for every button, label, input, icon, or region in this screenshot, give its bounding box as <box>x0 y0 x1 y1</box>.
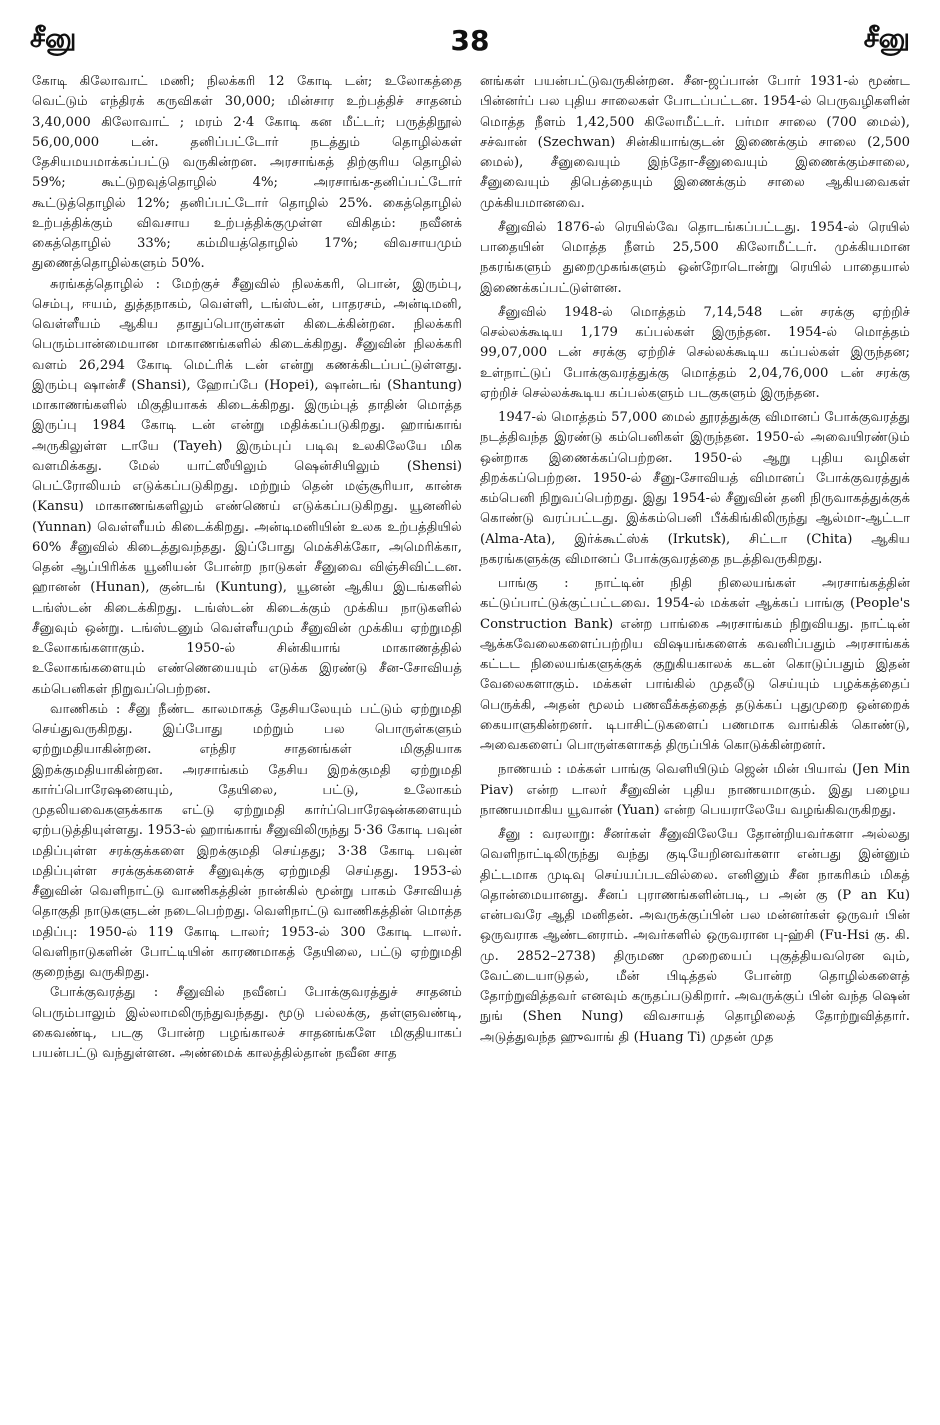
paragraph-mining: சுரங்கத்தொழில் : மேற்குச் சீனுவில் நிலக்கரி, பொன், இரும்பு, செம்பு, ஈயம், துத்தநாகம், வெள்ளி, டங்ஸ்டன், பாதரசம், அன்டிமனி, வெள்ளீயம் ஆகிய தாதுப்பொருள்கள் கிடைக்கின்றன. நிலக்கரி பெரும்பான்மையான மாகாணங்களில் கிடைக்கிறது. சீனுவின் நிலக்கரி வளம் 26,294 கோடி மெட்ரிக் டன் என்று கணக்கிடப்பட்டுள்ளது. இரும்பு ஷான்சீ (Shansi), ஹோப்பே (Hopei), ஷான்டங் (Shantung) மாகாணங்களில் மிகுதியாகக் கிடைக்கிறது. இரும்புத் தாதின் மொத்த இருப்பு 1984 கோடி டன் என்று மதிக்கப்படுகிறது. ஹாங்காங் அருகிலுள்ள டாயே (Tayeh) இரும்புப் படிவு உலகிலேயே மிக வளமிக்கது. மேல் யாட்ஸீயிலும் ஷென்சியிலும் (Shensi) பெட்ரோலியம் எடுக்கப்படுகிறது. மற்றும் தென் மஞ்சூரியா, கான்சு (Kansu) மாகாணங்களிலும் எண்ணெய் எடுக்கப்படுகிறது. யூனனில் (Yunnan) வெள்ளீயம் கிடைக்கிறது. அன்டிமனியின் உலக உற்பத்தியில் 60% சீனுவில் கிடைத்துவந்தது. இப்போது மெக்சிக்கோ, அமெரிக்கா, தென் ஆப்பிரிக்க யூனியன் போன்ற நாடுகள் சீனுவை விஞ்சிவிட்டன. ஹானன் (Hunan), குன்டங் (Kuntung), யூனன் ஆகிய இடங்களில் டங்ஸ்டன் கிடைக்கிறது. டங்ஸ்டன் கிடைக்கும் முக்கிய நாடுகளில் சீனுவும் ஒன்று. டங்ஸ்டனும் வெள்ளீயமும் சீனுவின் முக்கிய ஏற்றுமதி உலோகங்களாகும். 1950-ல் சின்கியாங் மாகாணத்தில் உலோகங்களையும் எண்ணெயையும் எடுக்க இரண்டு சீன-சோவியத் கம்பெனிகள் நிறுவப்பெற்றன. <box>32 276 462 697</box>
left-column <box>32 72 462 1414</box>
paragraph-aviation: 1947-ல் மொத்தம் 57,000 மைல் தூரத்துக்கு விமானப் போக்குவரத்து நடத்திவந்த இரண்டு கம்பெனிகள் இருந்தன. 1950-ல் அவையிரண்டும் ஒன்றாக இணைக்கப்பெற்றன. 1950-ல் ஆறு புதிய வழிகள் திறக்கப்பெற்றன. 1950-ல் சீனு-சோவியத் விமானப் போக்குவரத்துக் கம்பெனி நிறுவப்பெற்றது. இது 1954-ல் சீனுவின் தனி நிருவாகத்துக்குக் கொண்டு வரப்பட்டது. இக்கம்பெனி பீக்கிங்கிலிருந்து ஆல்மா-ஆட்டா (Alma-Ata), இர்க்கூட்ஸ்க் (Irkutsk), சிட்டா (Chita) ஆகிய நகரங்களுக்கு விமானப் போக்குவரத்தை நடத்திவருகிறது. <box>480 410 910 567</box>
paragraph-banking: பாங்கு : நாட்டின் நிதி நிலையங்கள் அரசாங்கத்தின் கட்டுப்பாட்டுக்குட்பட்டவை. 1954-ல் மக்கள் ஆக்கப் பாங்கு (People's Construction Bank) என்ற பாங்கை அரசாங்கம் நிறுவியது. நாட்டின் ஆக்கவேலைகளைப்பற்றிய விஷயங்களைக் கவனிப்பதும் அரசாங்கக் கட்டட நிலையங்களுக்குக் குறுகியகாலக் கடன் கொடுப்பதும் இதன் வேலைகளாகும். மக்கள் பாங்கில் முதலீடு செய்யும் பழக்கத்தைப் பெருக்கி, அதன் மூலம் பணவீக்கத்தைத் தடுக்கப் புதுமுறை ஒன்றைக் கையாளுகின்றனர். டிபாசிட்டுகளைப் பணமாக வாங்கிக் கொண்டு, அவைகளைப் பொருள்களாகத் திருப்பிக் கொடுக்கின்றனர். <box>480 576 910 753</box>
paragraph-roads: னங்கள் பயன்பட்டுவருகின்றன. சீன-ஜப்பான் போர் 1931-ல் மூண்ட பின்னர்ப் பல புதிய சாலைகள் போடப்பட்டன. 1954-ல் பெருவழிகளின் மொத்த நீளம் 1,42,500 கிலோமீட்டர். பர்மா சாலை (700 மைல்), சச்வான் (Szechwan) சின்கியாங்குடன் இணைக்கும் சாலை (2,500 மைல்), சீனுவையும் இந்தோ-சீனுவையும் இணைக்கும்சாலை, சீனுவையும் திபெத்தையும் இணைக்கும் சாலை ஆகியவைகள் முக்கியமானவை. <box>480 74 910 211</box>
running-head-left: சீனு <box>30 23 77 54</box>
paragraph-industry-stats: கோடி கிலோவாட் மணி; நிலக்கரி 12 கோடி டன்; உலோகத்தை வெட்டும் எந்திரக் கருவிகள் 30,000; மின்சார உற்பத்திச் சாதனம் 3,40,000 கிலோவாட் ; மரம் 2·4 கோடி கன மீட்டர்; பருத்திநூல் 56,00,000 டன். தனிப்பட்டோர் நடத்தும் தொழில்கள் தேசியமயமாக்கப்பட்டு வருகின்றன. அரசாங்கத் திற்குரிய தொழில் 59%; கூட்டுறவுத்தொழில் 4%; அரசாங்க-தனிப்பட்டோர் கூட்டுத்தொழில் 12%; தனிப்பட்டோர் தொழில் 25%. கைத்தொழில் உற்பத்திக்கும் விவசாய உற்பத்திக்குமுள்ள விகிதம்: நவீனக் கைத்தொழில் 33%; கம்மியத்தொழில் 17%; விவசாயமும் துணைத்தொழில்களும் 50%. <box>32 74 462 272</box>
right-column <box>480 72 910 1414</box>
paragraph-trade: வாணிகம் : சீனு நீண்ட காலமாகத் தேசியலேயும் பட்டும் ஏற்றுமதி செய்துவருகிறது. இப்போது மற்றும் பல பொருள்களும் ஏற்றுமதியாகின்றன. எந்திர சாதனங்கள் மிகுதியாக இறக்குமதியாகின்றன. அரசாங்கம் தேசிய இறக்குமதி ஏற்றுமதி கார்ப்பொரேஷனையும், தேயிலை, பட்டு, உலோகம் முதலியவைகளுக்காக எட்டு ஏற்றுமதி கார்ப்பொரேஷன்களையும் ஏற்படுத்தியுள்ளது. 1953-ல் ஹாங்காங் சீனுவிலிருந்து 5·36 கோடி பவுன் மதிப்புள்ள சரக்குக்களை இறக்குமதி செய்தது; 3·38 கோடி பவுன் மதிப்புள்ள சரக்குக்களைச் சீனுவுக்கு ஏற்றுமதி செய்தது. 1953-ல் சீனுவின் வெளிநாட்டு வாணிகத்தின் நான்கில் மூன்று பாகம் சோவியத் தொகுதி நாடுகளுடன் நடைபெற்றது. வெளிநாட்டு வாணிகத்தின் மொத்த மதிப்பு: 1950-ல் 119 கோடி டாலர்; 1953-ல் 300 கோடி டாலர். வெளிநாடுகளின் போட்டியின் காரணமாகத் தேயிலை, பட்டு ஏற்றுமதி குறைந்து வருகிறது. <box>32 701 462 980</box>
page-number: 38 <box>450 24 490 57</box>
paragraph-history: சீனு : வரலாறு: சீனர்கள் சீனுவிலேயே தோன்றியவர்களா அல்லது வெளிநாட்டிலிருந்து வந்து குடியேறினவர்களா என்பது இன்னும் திட்டமாக முடிவு செய்யப்படவில்லை. எனினும் சீன நாகரிகம் மிகத் தொன்மையானது. சீனப் புராணங்களின்படி, ப அன் கு (P an Ku) என்பவரே ஆதி மனிதன். அவருக்குப்பின் பல மன்னர்கள் ஒருவர் பின் ஒருவராக ஆண்டனராம். அவர்களில் ஒருவரான பு-ஹ்சி (Fu-Hsi கு. கி. மு. 2852–2738) திருமண முறையைப் புகுத்தியவரென வும், வேட்டையாடுதல், மீன் பிடித்தல் போன்ற தொழில்களைத் தோற்றுவித்தவர் எனவும் கருதப்படுகிறார். அவருக்குப் பின் வந்த ஷென் நுங் (Shen Nung) விவசாயத் தொழிலைத் தோற்றுவித்தார். அடுத்துவந்த ஹுவாங் தி (Huang Ti) முதன் முத <box>480 827 910 1045</box>
running-head-right: சீனு <box>863 23 910 54</box>
paragraph-transport: போக்குவரத்து : சீனுவில் நவீனப் போக்குவரத்துச் சாதனம் பெரும்பாலும் இல்லாமலிருந்துவந்தது. மூடு பல்லக்கு, தள்ளுவண்டி, கைவண்டி, படகு போன்ற பழங்காலச் சாதனங்களே மிகுதியாகப் பயன்பட்டு வந்துள்ளன. அண்மைக் காலத்தில்தான் நவீன சாத <box>32 985 462 1061</box>
paragraph-shipping: சீனுவில் 1948-ல் மொத்தம் 7,14,548 டன் சரக்கு ஏற்றிச் செல்லக்கூடிய 1,179 கப்பல்கள் இருந்தன. 1954-ல் மொத்தம் 99,07,000 டன் சரக்கு ஏற்றிச் செல்லக்கூடிய கப்பல்கள் இருந்தன; உள்நாட்டுப் போக்குவரத்துக்கு மொத்தம் 2,04,76,000 டன் சரக்கு ஏற்றிச் செல்லக்கூடிய கப்பல்களும் படகுகளும் இருந்தன. <box>480 304 910 401</box>
paragraph-currency: நாணயம் : மக்கள் பாங்கு வெளியிடும் ஜென் மின் பியாவ் (Jen Min Piav) என்ற டாலர் சீனுவின் புதிய நாணயமாகும். இது பழைய நாணயமாகிய யூவான் (Yuan) என்ற பெயராலேயே வழங்கிவருகிறது. <box>480 762 910 818</box>
paragraph-railways: சீனுவில் 1876-ல் ரெயில்வே தொடங்கப்பட்டது. 1954-ல் ரெயில் பாதையின் மொத்த நீளம் 25,500 கிலோமீட்டர். முக்கியமான நகரங்களும் துறைமுகங்களும் ஒன்றோடொன்று ரெயில் பாதையால் இணைக்கப்பட்டுள்ளன. <box>480 219 910 296</box>
